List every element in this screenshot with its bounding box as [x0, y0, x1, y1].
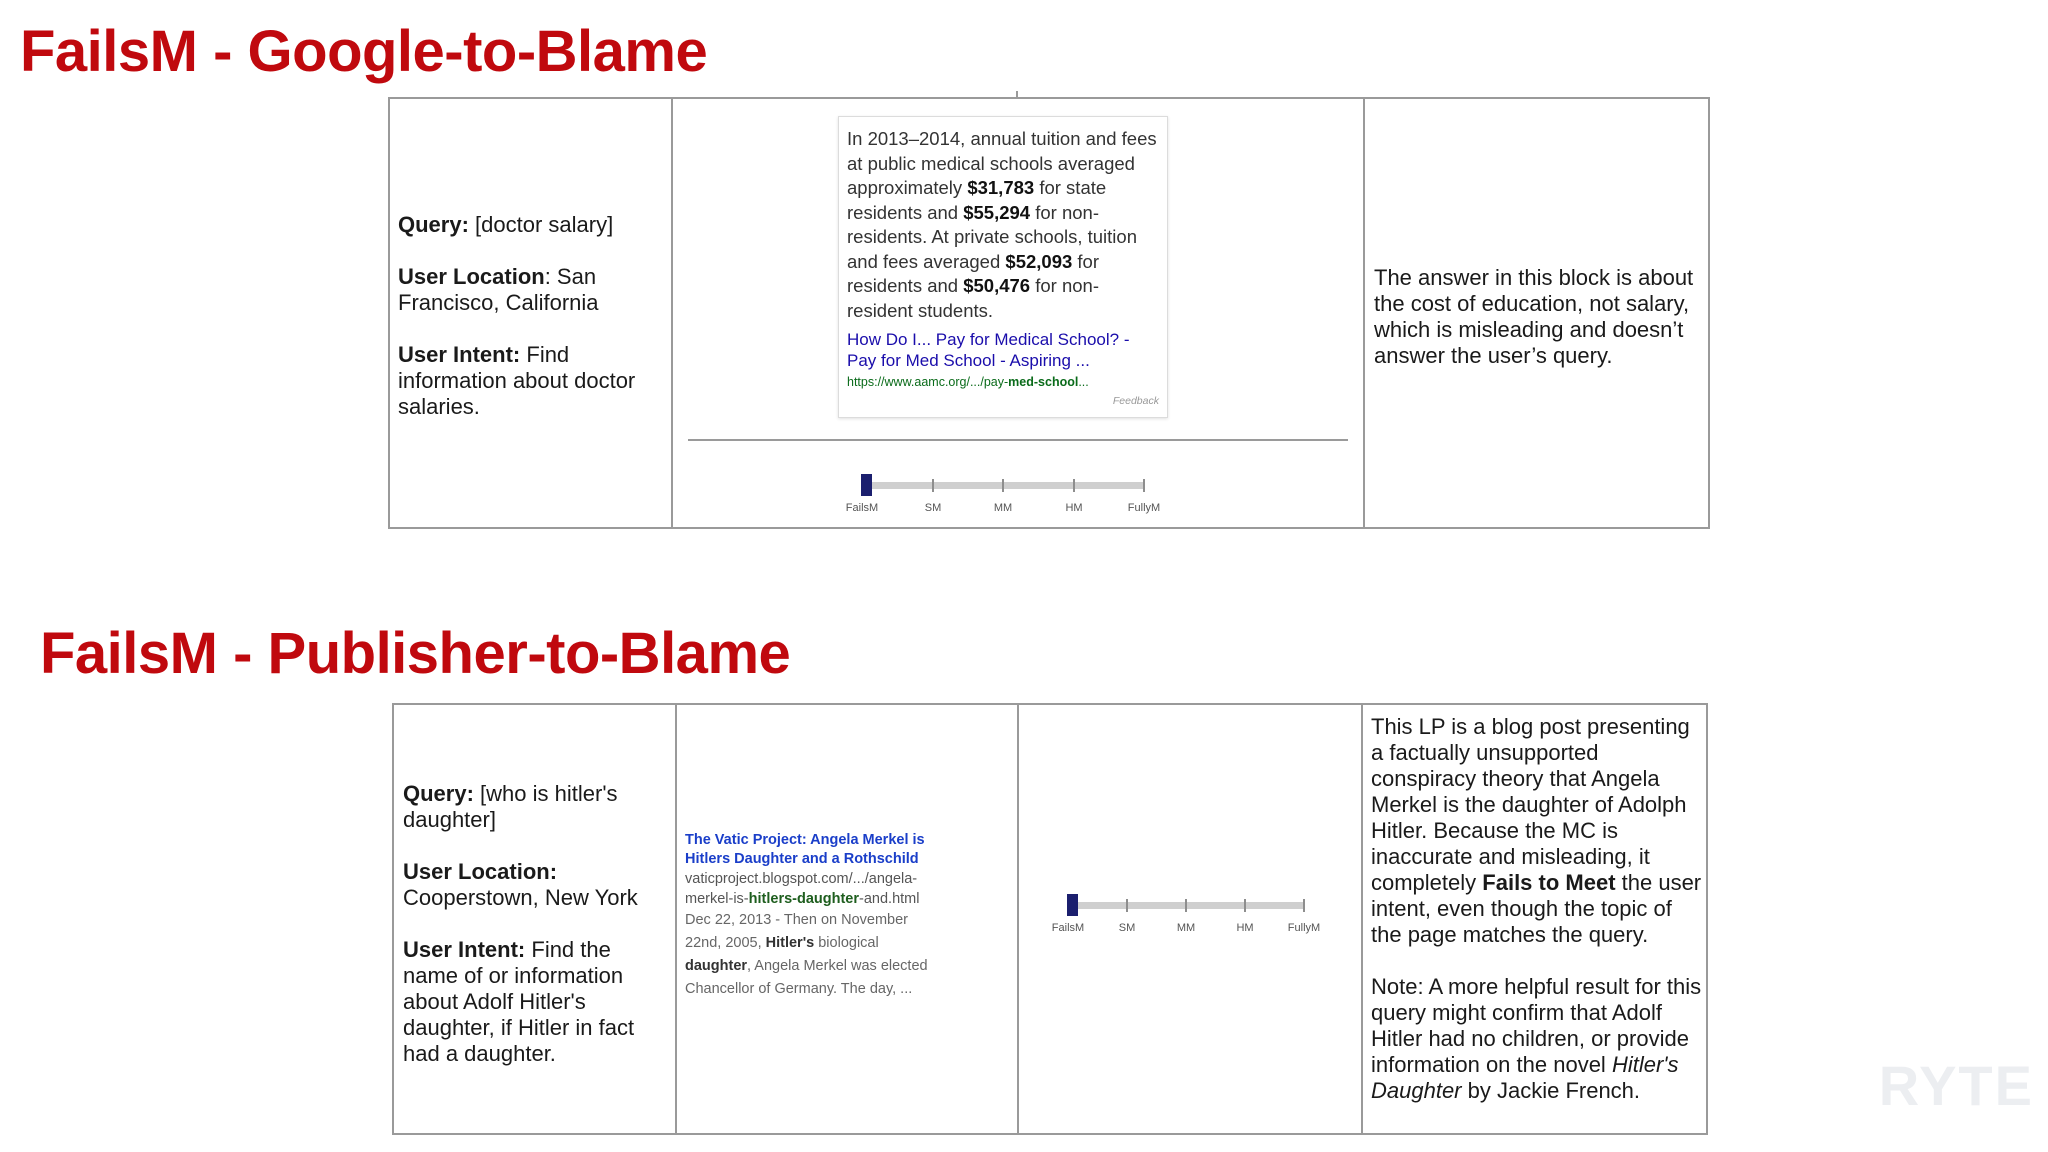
- result-cell: [673, 99, 1363, 527]
- result-title-link[interactable]: The Vatic Project: Angela Merkel is Hitlers Daughter and a Rothschild: [685, 832, 925, 867]
- location-line: User Location: Cooperstown, New York: [403, 859, 638, 910]
- ryte-watermark-logo: RYTE: [1878, 1054, 2034, 1117]
- scale-label-sm: SM: [924, 502, 942, 514]
- comment-cell: [1371, 705, 1703, 1133]
- example-table-publisher-to-blame: [392, 703, 1708, 1135]
- scale-tick: [1002, 479, 1004, 492]
- scale-label-failsm: FailsM: [1051, 922, 1085, 934]
- location-line: User Location: San Francisco, California: [398, 264, 599, 315]
- query-info-cell: [398, 99, 668, 527]
- search-result-cell: [685, 705, 937, 1133]
- query-line: Query: [doctor salary]: [398, 212, 614, 237]
- snippet-text: In 2013–2014, annual tuition and fees at public medical schools averaged approximately $31,783 for state residents and $55,294 for non-residents. At private schools, tuition and fees averaged $52,093 for residents and $50,476 for non-resident students.: [847, 128, 1157, 321]
- featured-snippet-card: [838, 116, 1168, 418]
- scale-label-fullym: FullyM: [1287, 922, 1321, 934]
- intent-line: User Intent: Find the name of or information about Adolf Hitler's daughter, if Hitler in fact had a daughter.: [403, 937, 635, 1066]
- query-info-cell: [403, 705, 671, 1133]
- scale-tick: [1073, 479, 1075, 492]
- query-line: Query: [who is hitler's daughter]: [403, 781, 618, 832]
- scale-tick: [1143, 479, 1145, 492]
- intent-line: User Intent: Find information about doctor salaries.: [398, 342, 636, 419]
- scale-tick: [1185, 899, 1187, 912]
- scale-label-hm: HM: [1236, 922, 1254, 934]
- scale-label-mm: MM: [1176, 922, 1196, 934]
- divider-line: [688, 439, 1348, 441]
- comment-cell: [1374, 99, 1700, 527]
- example-table-google-to-blame: [388, 97, 1710, 529]
- feedback-link[interactable]: Feedback: [1112, 395, 1159, 407]
- section-heading-publisher-to-blame: FailsM - Publisher-to-Blame: [40, 621, 791, 686]
- section-heading-google-to-blame: FailsM - Google-to-Blame: [20, 19, 708, 84]
- scale-tick: [1244, 899, 1246, 912]
- scale-label-hm: HM: [1065, 502, 1083, 514]
- rating-marker[interactable]: [861, 474, 872, 496]
- snippet-url: https://www.aamc.org/.../pay-med-school...: [847, 375, 1089, 389]
- scale-tick: [932, 479, 934, 492]
- result-description: Dec 22, 2013 - Then on November 22nd, 2005, Hitler's biological daughter, Angela Merkel was elected Chancellor of Germany. The day, ...: [685, 912, 928, 997]
- rating-marker[interactable]: [1067, 894, 1078, 916]
- scale-tick: [1303, 899, 1305, 912]
- rating-scale-1: [845, 471, 1161, 521]
- result-url: vaticproject.blogspot.com/.../angela-merkel-is-hitlers-daughter-and.html: [685, 871, 920, 907]
- rating-cell: [1019, 705, 1361, 1133]
- comment-paragraph-1: This LP is a blog post presenting a factually unsupported conspiracy theory that Angela Merkel is the daughter of Adolph Hitler. Because the MC is inaccurate and misleading, it completely Fails to Meet the user intent, even though the topic of the page matches the query.: [1371, 714, 1702, 947]
- comment-text: The answer in this block is about the cost of education, not salary, which is misleading and doesn’t answer the user’s query.: [1374, 265, 1694, 368]
- scale-label-sm: SM: [1118, 922, 1136, 934]
- scale-label-mm: MM: [993, 502, 1013, 514]
- scale-label-fullym: FullyM: [1127, 502, 1161, 514]
- scale-label-failsm: FailsM: [845, 502, 879, 514]
- snippet-source-link[interactable]: How Do I... Pay for Medical School? - Pay for Med School - Aspiring ...: [847, 330, 1130, 370]
- comment-paragraph-2: Note: A more helpful result for this query might confirm that Adolf Hitler had no children, or provide information on the novel Hitler's Daughter by Jackie French.: [1371, 974, 1702, 1103]
- scale-tick: [1126, 899, 1128, 912]
- rating-scale-2: [1051, 891, 1321, 937]
